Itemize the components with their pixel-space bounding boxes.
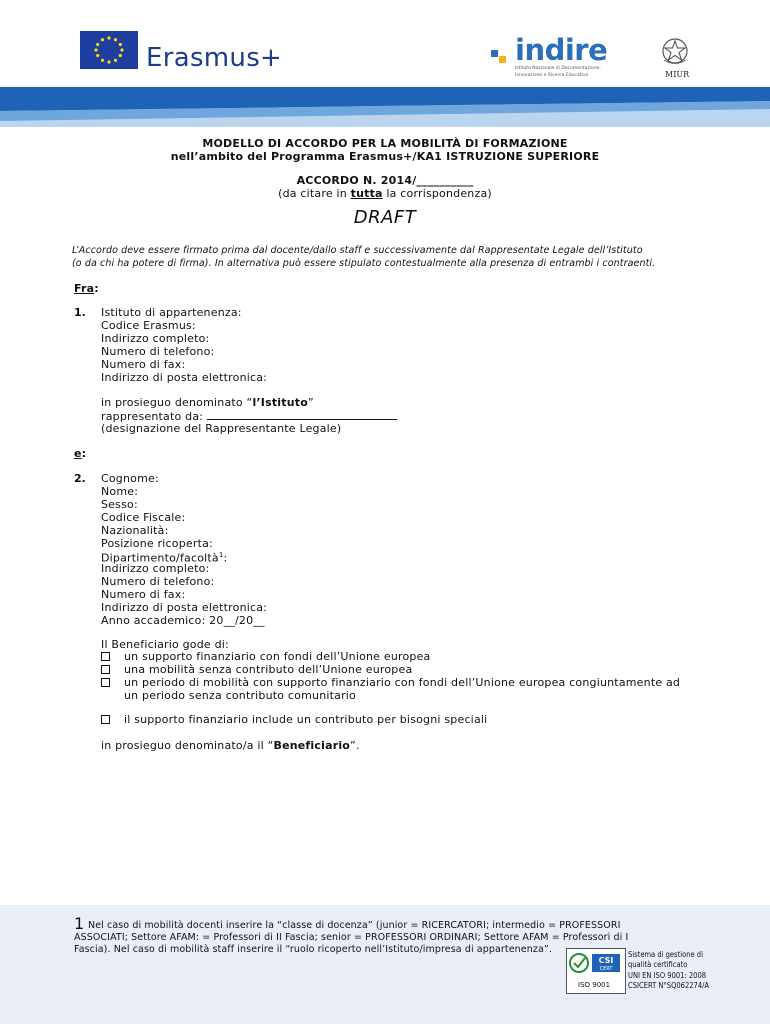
option-checkbox[interactable] (101, 678, 110, 687)
csi-cert-logo-icon (568, 951, 622, 975)
form-label: Numero di telefono: (101, 575, 215, 588)
form-label: Codice Fiscale: (101, 511, 186, 524)
svg-text:CERT: CERT (599, 966, 613, 972)
option-label: una mobilità senza contributo dell’Unione europea (124, 663, 413, 676)
section-number: 2. (74, 472, 86, 485)
form-label: Nome: (101, 485, 139, 498)
section-number: 1. (74, 306, 86, 319)
indire-logo: indire (515, 33, 608, 67)
svg-text:CSI: CSI (598, 956, 614, 965)
cert-text: qualità certificato (628, 960, 688, 969)
cert-text: Sistema di gestione di (628, 950, 703, 959)
represented-by-field: rappresentato da: (101, 409, 397, 423)
agreement-number: ACCORDO N. 2014/__________ (296, 174, 474, 187)
form-label: Sesso: (101, 498, 138, 511)
institute-denomination: in prosieguo denominato “l’Istituto” (101, 396, 314, 409)
form-label: Numero di fax: (101, 588, 186, 601)
option-checkbox[interactable] (101, 652, 110, 661)
eu-flag-icon (80, 31, 138, 69)
form-label: Indirizzo completo: (101, 562, 210, 575)
footnote-text: Nel caso di mobilità docenti inserire la “classe di docenza” (junior = RICERCATORI; intermedio = PROFESSORI (88, 920, 621, 931)
citation-note: (da citare in tutta la corrispondenza) (278, 187, 492, 200)
indire-logo-mark-icon (490, 44, 512, 66)
form-label: Cognome: (101, 472, 159, 485)
option-label: il supporto finanziario include un contributo per bisogni speciali (124, 713, 488, 726)
option-checkbox[interactable] (101, 665, 110, 674)
signature-note: (o da chi ha potere di firma). In alternativa può essere stipulato contestualmente alla presenza di entrambi i contraenti. (72, 258, 656, 269)
indire-subtitle: Innovazione e Ricerca Educativa (515, 73, 589, 78)
designation-note: (designazione del Rappresentante Legale) (101, 422, 342, 435)
form-label: Numero di fax: (101, 358, 186, 371)
option-checkbox[interactable] (101, 715, 110, 724)
erasmus-logo: Erasmus+ (146, 43, 283, 73)
beneficiary-options-heading: Il Beneficiario gode di: (101, 638, 229, 651)
option-label: un periodo di mobilità con supporto finanziario con fondi dell’Unione europea congiuntamente ad (124, 676, 681, 689)
indire-subtitle: Istituto Nazionale di Documentazione, (515, 66, 601, 71)
party-heading-fra: Fra: (74, 282, 99, 295)
party-heading-e: e: (74, 447, 87, 460)
document-subtitle: nell’ambito del Programma Erasmus+/KA1 ISTRUZIONE SUPERIORE (170, 150, 600, 163)
form-label: Dipartimento/facoltà$^1$: (101, 551, 228, 565)
form-label: Codice Erasmus: (101, 319, 196, 332)
document-title: MODELLO DI ACCORDO PER LA MOBILITÀ DI FORMAZIONE (202, 137, 568, 150)
signature-line (207, 409, 397, 420)
italian-republic-emblem-icon (660, 36, 690, 68)
beneficiary-denomination: in prosieguo denominato/a il “Beneficiario”. (101, 739, 360, 752)
form-label: Anno accademico: 20__/20__ (101, 614, 265, 627)
footnote-text: Fascia). Nel caso di mobilità staff inserire il “ruolo ricoperto nell’Istituto/impresa di appartenenza”. (74, 944, 553, 955)
signature-note: L’Accordo deve essere firmato prima dal docente/dallo staff e successivamente dal Rappresentate Legale dell’Istituto (72, 245, 643, 256)
cert-text: UNI EN ISO 9001: 2008 (628, 971, 707, 980)
footnote-marker: 1 (74, 914, 85, 933)
form-label: Indirizzo di posta elettronica: (101, 371, 268, 384)
option-label: un supporto finanziario con fondi dell’Unione europea (124, 650, 431, 663)
form-label: Posizione ricoperta: (101, 537, 213, 550)
form-label: Nazionalità: (101, 524, 169, 537)
draft-label: DRAFT (353, 207, 417, 228)
form-label: Indirizzo completo: (101, 332, 210, 345)
footnote-text: ASSOCIATI; Settore AFAM: = Professori di II Fascia; senior = PROFESSORI ORDINARI; Settore AFAM = Professori di I (74, 932, 629, 943)
form-label: Numero di telefono: (101, 345, 215, 358)
option-label: un periodo senza contributo comunitario (124, 689, 356, 702)
iso-label: ISO 9001 (578, 981, 611, 989)
header-decorative-band (0, 87, 770, 127)
form-label: Indirizzo di posta elettronica: (101, 601, 268, 614)
cert-text: CSICERT N°SQ062274/A (628, 981, 710, 990)
form-label: Istituto di appartenenza: (101, 306, 242, 319)
miur-label: MIUR (665, 70, 690, 79)
